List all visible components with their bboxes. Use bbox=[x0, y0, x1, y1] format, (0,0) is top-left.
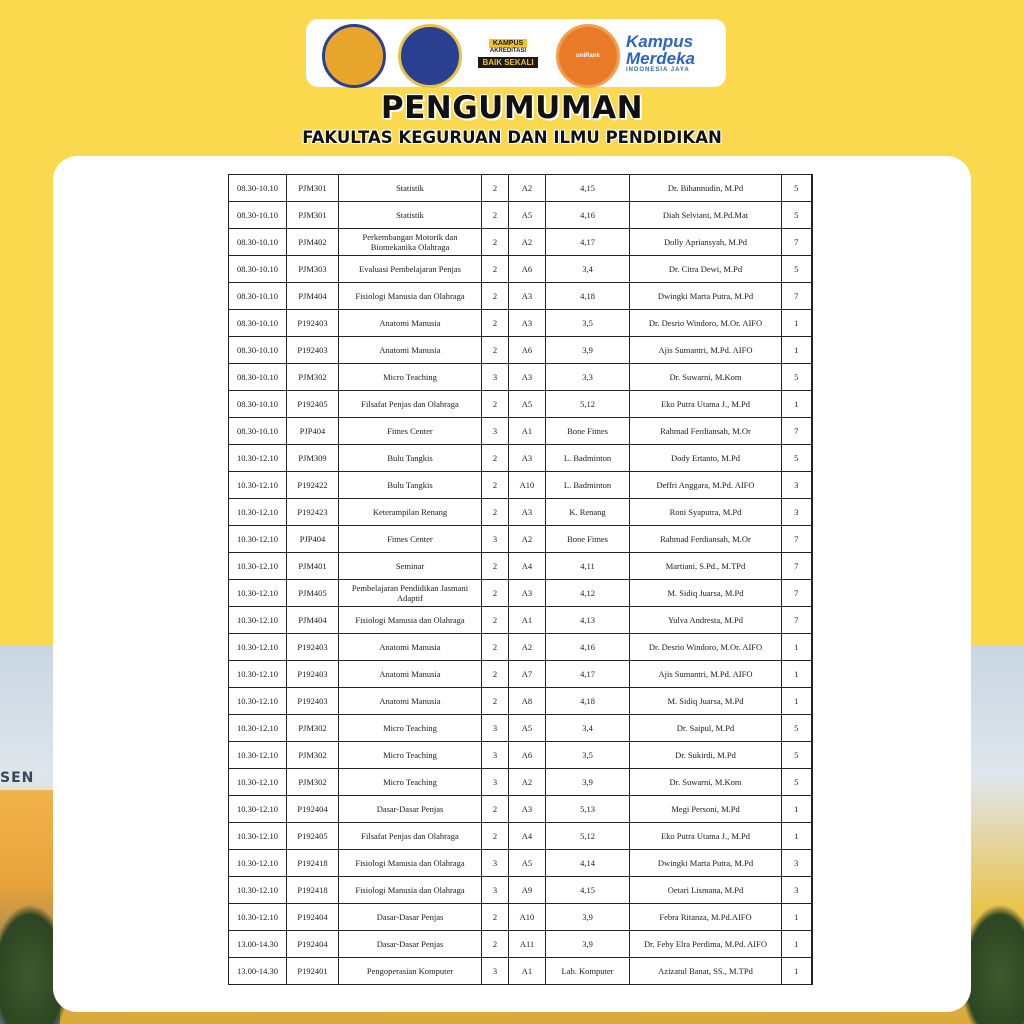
sks-cell: 2 bbox=[482, 283, 509, 310]
time-cell: 10.30-12.10 bbox=[229, 877, 287, 904]
schedule-row bbox=[229, 364, 812, 391]
schedule-row bbox=[229, 850, 812, 877]
class-cell: A5 bbox=[509, 202, 546, 229]
class-cell: A1 bbox=[509, 958, 546, 985]
course-code-cell: P192405 bbox=[287, 823, 339, 850]
logo-unirank-text: uniRank bbox=[576, 52, 600, 59]
sks-cell: 3 bbox=[482, 715, 509, 742]
lecturer-cell: Dolly Apriansyah, M.Pd bbox=[630, 229, 782, 256]
schedule-row bbox=[229, 229, 812, 256]
course-code-cell: PJM302 bbox=[287, 364, 339, 391]
semester-cell: 1 bbox=[782, 634, 812, 661]
course-name-cell: Fitnes Center bbox=[339, 526, 482, 553]
course-code-cell: P192401 bbox=[287, 958, 339, 985]
sks-cell: 2 bbox=[482, 580, 509, 607]
time-cell: 10.30-12.10 bbox=[229, 796, 287, 823]
sks-cell: 3 bbox=[482, 418, 509, 445]
course-name-cell: Micro Teaching bbox=[339, 364, 482, 391]
time-cell: 10.30-12.10 bbox=[229, 769, 287, 796]
schedule-table bbox=[228, 174, 813, 985]
sks-cell: 2 bbox=[482, 229, 509, 256]
class-cell: A2 bbox=[509, 229, 546, 256]
lecturer-cell: Diah Selviani, M.Pd.Mat bbox=[630, 202, 782, 229]
semester-cell: 1 bbox=[782, 391, 812, 418]
class-cell: A2 bbox=[509, 769, 546, 796]
schedule-row bbox=[229, 499, 812, 526]
time-cell: 10.30-12.10 bbox=[229, 499, 287, 526]
time-cell: 10.30-12.10 bbox=[229, 661, 287, 688]
course-code-cell: PJM404 bbox=[287, 283, 339, 310]
schedule-row bbox=[229, 175, 812, 202]
course-name-cell: Fisiologi Manusia dan Olahraga bbox=[339, 850, 482, 877]
course-code-cell: PJM405 bbox=[287, 580, 339, 607]
class-cell: A1 bbox=[509, 418, 546, 445]
time-cell: 08.30-10.10 bbox=[229, 310, 287, 337]
course-name-cell: Dasar-Dasar Penjas bbox=[339, 904, 482, 931]
page-title: PENGUMUMAN bbox=[380, 90, 644, 126]
room-cell: 4,17 bbox=[546, 661, 630, 688]
sks-cell: 2 bbox=[482, 499, 509, 526]
time-cell: 13.00-14.30 bbox=[229, 931, 287, 958]
schedule-row bbox=[229, 742, 812, 769]
time-cell: 08.30-10.10 bbox=[229, 256, 287, 283]
time-cell: 10.30-12.10 bbox=[229, 607, 287, 634]
course-code-cell: PJM302 bbox=[287, 715, 339, 742]
class-cell: A3 bbox=[509, 283, 546, 310]
course-name-cell: Fitnes Center bbox=[339, 418, 482, 445]
logo-akreditasi-line2: AKREDITASI bbox=[489, 47, 527, 54]
sks-cell: 3 bbox=[482, 850, 509, 877]
logo-bar bbox=[306, 19, 726, 87]
lecturer-cell: Dody Ertanto, M.Pd bbox=[630, 445, 782, 472]
logo-unirank bbox=[556, 24, 620, 88]
room-cell: 3,5 bbox=[546, 742, 630, 769]
schedule-row bbox=[229, 337, 812, 364]
schedule-row bbox=[229, 634, 812, 661]
room-cell: 3,9 bbox=[546, 904, 630, 931]
time-cell: 08.30-10.10 bbox=[229, 391, 287, 418]
time-cell: 10.30-12.10 bbox=[229, 850, 287, 877]
class-cell: A2 bbox=[509, 175, 546, 202]
class-cell: A3 bbox=[509, 580, 546, 607]
schedule-row bbox=[229, 283, 812, 310]
room-cell: 3,5 bbox=[546, 310, 630, 337]
course-code-cell: P192418 bbox=[287, 850, 339, 877]
schedule-row bbox=[229, 688, 812, 715]
sks-cell: 2 bbox=[482, 688, 509, 715]
semester-cell: 1 bbox=[782, 823, 812, 850]
sks-cell: 2 bbox=[482, 607, 509, 634]
class-cell: A3 bbox=[509, 796, 546, 823]
room-cell: Bone Fitnes bbox=[546, 418, 630, 445]
sks-cell: 2 bbox=[482, 931, 509, 958]
schedule-body bbox=[229, 175, 812, 985]
lecturer-cell: Dr. Bihannudin, M.Pd bbox=[630, 175, 782, 202]
class-cell: A3 bbox=[509, 364, 546, 391]
class-cell: A10 bbox=[509, 472, 546, 499]
room-cell: Bone Fitnes bbox=[546, 526, 630, 553]
schedule-row bbox=[229, 715, 812, 742]
course-code-cell: PJM303 bbox=[287, 256, 339, 283]
lecturer-cell: Roni Syaputra, M.Pd bbox=[630, 499, 782, 526]
course-code-cell: PJP404 bbox=[287, 418, 339, 445]
semester-cell: 3 bbox=[782, 499, 812, 526]
lecturer-cell: Yulva Andresta, M.Pd bbox=[630, 607, 782, 634]
logo-akreditasi-line3: BAIK SEKALI bbox=[478, 57, 537, 68]
schedule-row bbox=[229, 796, 812, 823]
class-cell: A11 bbox=[509, 931, 546, 958]
room-cell: 3,9 bbox=[546, 337, 630, 364]
time-cell: 10.30-12.10 bbox=[229, 715, 287, 742]
course-name-cell: Fisiologi Manusia dan Olahraga bbox=[339, 607, 482, 634]
course-name-cell: Statistik bbox=[339, 202, 482, 229]
semester-cell: 1 bbox=[782, 310, 812, 337]
room-cell: 4,13 bbox=[546, 607, 630, 634]
course-name-cell: Bulu Tangkis bbox=[339, 445, 482, 472]
sks-cell: 2 bbox=[482, 472, 509, 499]
semester-cell: 1 bbox=[782, 661, 812, 688]
schedule-row bbox=[229, 580, 812, 607]
sks-cell: 2 bbox=[482, 256, 509, 283]
semester-cell: 1 bbox=[782, 931, 812, 958]
course-code-cell: P192403 bbox=[287, 337, 339, 364]
sks-cell: 2 bbox=[482, 337, 509, 364]
semester-cell: 7 bbox=[782, 229, 812, 256]
lecturer-cell: Dr. Desrio Windoro, M.Or. AIFO bbox=[630, 634, 782, 661]
class-cell: A8 bbox=[509, 688, 546, 715]
course-name-cell: Micro Teaching bbox=[339, 769, 482, 796]
time-cell: 13.00-14.30 bbox=[229, 958, 287, 985]
lecturer-cell: M. Sidiq Juarsa, M.Pd bbox=[630, 688, 782, 715]
lecturer-cell: Dr. Suwarni, M.Kom bbox=[630, 769, 782, 796]
class-cell: A7 bbox=[509, 661, 546, 688]
logo-akreditasi-line1: KAMPUS bbox=[489, 39, 527, 48]
schedule-row bbox=[229, 553, 812, 580]
course-name-cell: Pengoperasian Komputer bbox=[339, 958, 482, 985]
room-cell: 4,15 bbox=[546, 877, 630, 904]
semester-cell: 7 bbox=[782, 418, 812, 445]
sks-cell: 3 bbox=[482, 769, 509, 796]
course-code-cell: P192422 bbox=[287, 472, 339, 499]
logo-kampus-merdeka bbox=[626, 24, 716, 82]
schedule-row bbox=[229, 904, 812, 931]
schedule-row bbox=[229, 445, 812, 472]
schedule-row bbox=[229, 202, 812, 229]
lecturer-cell: Martiani, S.Pd., M.TPd bbox=[630, 553, 782, 580]
class-cell: A5 bbox=[509, 715, 546, 742]
semester-cell: 7 bbox=[782, 580, 812, 607]
class-cell: A2 bbox=[509, 526, 546, 553]
schedule-row bbox=[229, 526, 812, 553]
course-code-cell: P192403 bbox=[287, 634, 339, 661]
class-cell: A3 bbox=[509, 499, 546, 526]
lecturer-cell: Dr. Sukirdi, M.Pd bbox=[630, 742, 782, 769]
semester-cell: 5 bbox=[782, 256, 812, 283]
semester-cell: 3 bbox=[782, 877, 812, 904]
logo-akreditasi bbox=[470, 26, 546, 80]
time-cell: 10.30-12.10 bbox=[229, 526, 287, 553]
sks-cell: 3 bbox=[482, 364, 509, 391]
class-cell: A2 bbox=[509, 634, 546, 661]
course-code-cell: P192423 bbox=[287, 499, 339, 526]
semester-cell: 1 bbox=[782, 688, 812, 715]
course-name-cell: Anatomi Manusia bbox=[339, 634, 482, 661]
time-cell: 10.30-12.10 bbox=[229, 580, 287, 607]
room-cell: 5,13 bbox=[546, 796, 630, 823]
course-code-cell: PJM309 bbox=[287, 445, 339, 472]
schedule-row bbox=[229, 958, 812, 985]
room-cell: 4,15 bbox=[546, 175, 630, 202]
semester-cell: 5 bbox=[782, 769, 812, 796]
lecturer-cell: Dr. Citra Dewi, M.Pd bbox=[630, 256, 782, 283]
time-cell: 08.30-10.10 bbox=[229, 283, 287, 310]
lecturer-cell: Dr. Feby Elra Perdima, M.Pd. AIFO bbox=[630, 931, 782, 958]
sks-cell: 2 bbox=[482, 796, 509, 823]
time-cell: 10.30-12.10 bbox=[229, 445, 287, 472]
time-cell: 08.30-10.10 bbox=[229, 202, 287, 229]
schedule-row bbox=[229, 823, 812, 850]
lecturer-cell: Rahmad Ferdiansah, M.Or bbox=[630, 418, 782, 445]
time-cell: 08.30-10.10 bbox=[229, 418, 287, 445]
schedule-row bbox=[229, 607, 812, 634]
course-code-cell: PJM402 bbox=[287, 229, 339, 256]
lecturer-cell: Ajis Sumantri, M.Pd. AIFO bbox=[630, 661, 782, 688]
class-cell: A4 bbox=[509, 553, 546, 580]
sks-cell: 2 bbox=[482, 202, 509, 229]
room-cell: K. Renang bbox=[546, 499, 630, 526]
schedule-row bbox=[229, 661, 812, 688]
room-cell: 4,18 bbox=[546, 688, 630, 715]
semester-cell: 7 bbox=[782, 553, 812, 580]
lecturer-cell: Eko Putra Utama J., M.Pd bbox=[630, 391, 782, 418]
room-cell: 4,17 bbox=[546, 229, 630, 256]
room-cell: L. Badminton bbox=[546, 472, 630, 499]
room-cell: 5,12 bbox=[546, 391, 630, 418]
schedule-row bbox=[229, 418, 812, 445]
semester-cell: 1 bbox=[782, 796, 812, 823]
lecturer-cell: Azizatul Banat, SS., M.TPd bbox=[630, 958, 782, 985]
course-name-cell: Pembelajaran Pendidikan Jasmani Adaptif bbox=[339, 580, 482, 607]
course-name-cell: Anatomi Manusia bbox=[339, 661, 482, 688]
sks-cell: 2 bbox=[482, 310, 509, 337]
course-code-cell: PJM404 bbox=[287, 607, 339, 634]
sks-cell: 2 bbox=[482, 445, 509, 472]
sks-cell: 2 bbox=[482, 823, 509, 850]
lecturer-cell: Dr. Desrio Windoro, M.Or. AIFO bbox=[630, 310, 782, 337]
sks-cell: 3 bbox=[482, 877, 509, 904]
time-cell: 08.30-10.10 bbox=[229, 229, 287, 256]
class-cell: A1 bbox=[509, 607, 546, 634]
lecturer-cell: Rahmad Ferdiansah, M.Or bbox=[630, 526, 782, 553]
sks-cell: 2 bbox=[482, 904, 509, 931]
course-code-cell: PJM301 bbox=[287, 202, 339, 229]
course-code-cell: PJM302 bbox=[287, 769, 339, 796]
class-cell: A5 bbox=[509, 850, 546, 877]
lecturer-cell: Deffri Anggara, M.Pd. AIFO bbox=[630, 472, 782, 499]
course-name-cell: Filsafat Penjas dan Olahraga bbox=[339, 391, 482, 418]
course-code-cell: PJM302 bbox=[287, 742, 339, 769]
class-cell: A6 bbox=[509, 742, 546, 769]
sks-cell: 2 bbox=[482, 634, 509, 661]
semester-cell: 5 bbox=[782, 202, 812, 229]
room-cell: 4,18 bbox=[546, 283, 630, 310]
room-cell: 3,9 bbox=[546, 931, 630, 958]
sks-cell: 3 bbox=[482, 742, 509, 769]
time-cell: 10.30-12.10 bbox=[229, 634, 287, 661]
semester-cell: 5 bbox=[782, 175, 812, 202]
course-code-cell: P192405 bbox=[287, 391, 339, 418]
course-name-cell: Dasar-Dasar Penjas bbox=[339, 796, 482, 823]
schedule-row bbox=[229, 391, 812, 418]
class-cell: A6 bbox=[509, 256, 546, 283]
course-name-cell: Fisiologi Manusia dan Olahraga bbox=[339, 283, 482, 310]
room-cell: L. Badminton bbox=[546, 445, 630, 472]
course-name-cell: Keterampilan Renang bbox=[339, 499, 482, 526]
lecturer-cell: Febra Ritanza, M.Pd.AIFO bbox=[630, 904, 782, 931]
course-name-cell: Seminar bbox=[339, 553, 482, 580]
room-cell: 3,4 bbox=[546, 715, 630, 742]
course-name-cell: Anatomi Manusia bbox=[339, 310, 482, 337]
lecturer-cell: Eko Putra Utama J., M.Pd bbox=[630, 823, 782, 850]
lecturer-cell: M. Sidiq Juarsa, M.Pd bbox=[630, 580, 782, 607]
lecturer-cell: Megi Personi, M.Pd bbox=[630, 796, 782, 823]
logo-kampus-merdeka-line1: Kampus bbox=[626, 31, 694, 51]
course-code-cell: P192403 bbox=[287, 310, 339, 337]
time-cell: 08.30-10.10 bbox=[229, 364, 287, 391]
course-code-cell: P192404 bbox=[287, 931, 339, 958]
semester-cell: 1 bbox=[782, 337, 812, 364]
course-name-cell: Evaluasi Pembelajaran Penjas bbox=[339, 256, 482, 283]
lecturer-cell: Dwingki Marta Putra, M.Pd bbox=[630, 283, 782, 310]
course-code-cell: P192404 bbox=[287, 904, 339, 931]
lecturer-cell: Dr. Suwarni, M.Kom bbox=[630, 364, 782, 391]
time-cell: 10.30-12.10 bbox=[229, 904, 287, 931]
time-cell: 10.30-12.10 bbox=[229, 553, 287, 580]
schedule-row bbox=[229, 931, 812, 958]
schedule-row bbox=[229, 256, 812, 283]
class-cell: A5 bbox=[509, 391, 546, 418]
semester-cell: 7 bbox=[782, 607, 812, 634]
time-cell: 08.30-10.10 bbox=[229, 175, 287, 202]
semester-cell: 5 bbox=[782, 364, 812, 391]
room-cell: 4,16 bbox=[546, 202, 630, 229]
class-cell: A10 bbox=[509, 904, 546, 931]
class-cell: A4 bbox=[509, 823, 546, 850]
sks-cell: 3 bbox=[482, 526, 509, 553]
course-name-cell: Anatomi Manusia bbox=[339, 688, 482, 715]
course-code-cell: PJP404 bbox=[287, 526, 339, 553]
course-name-cell: Anatomi Manusia bbox=[339, 337, 482, 364]
room-cell: 4,14 bbox=[546, 850, 630, 877]
course-code-cell: P192404 bbox=[287, 796, 339, 823]
schedule-row bbox=[229, 769, 812, 796]
course-name-cell: Micro Teaching bbox=[339, 742, 482, 769]
time-cell: 10.30-12.10 bbox=[229, 472, 287, 499]
lecturer-cell: Dwingki Marta Putra, M.Pd bbox=[630, 850, 782, 877]
room-cell: 3,9 bbox=[546, 769, 630, 796]
course-name-cell: Micro Teaching bbox=[339, 715, 482, 742]
course-code-cell: P192418 bbox=[287, 877, 339, 904]
schedule-row bbox=[229, 472, 812, 499]
sks-cell: 2 bbox=[482, 391, 509, 418]
semester-cell: 1 bbox=[782, 958, 812, 985]
time-cell: 10.30-12.10 bbox=[229, 823, 287, 850]
course-name-cell: Bulu Tangkis bbox=[339, 472, 482, 499]
lecturer-cell: Dr. Saipul, M.Pd bbox=[630, 715, 782, 742]
logo-kampus-merdeka-line3: INDONESIA JAYA bbox=[626, 66, 690, 73]
room-cell: 5,12 bbox=[546, 823, 630, 850]
semester-cell: 3 bbox=[782, 850, 812, 877]
sks-cell: 2 bbox=[482, 553, 509, 580]
time-cell: 10.30-12.10 bbox=[229, 688, 287, 715]
sks-cell: 2 bbox=[482, 175, 509, 202]
semester-cell: 7 bbox=[782, 283, 812, 310]
room-cell: 4,12 bbox=[546, 580, 630, 607]
course-code-cell: PJM301 bbox=[287, 175, 339, 202]
course-name-cell: Fisiologi Manusia dan Olahraga bbox=[339, 877, 482, 904]
course-name-cell: Filsafat Penjas dan Olahraga bbox=[339, 823, 482, 850]
room-cell: Lab. Komputer bbox=[546, 958, 630, 985]
lecturer-cell: Oetari Lismana, M.Pd bbox=[630, 877, 782, 904]
semester-cell: 3 bbox=[782, 472, 812, 499]
schedule-row bbox=[229, 877, 812, 904]
semester-cell: 5 bbox=[782, 715, 812, 742]
class-cell: A6 bbox=[509, 337, 546, 364]
course-code-cell: P192403 bbox=[287, 688, 339, 715]
course-name-cell: Perkembangan Motorik dan Biomekanika Olahraga bbox=[339, 229, 482, 256]
room-cell: 4,11 bbox=[546, 553, 630, 580]
logo-fakultas bbox=[398, 24, 462, 88]
logo-university-seal bbox=[322, 24, 386, 88]
time-cell: 08.30-10.10 bbox=[229, 337, 287, 364]
time-cell: 10.30-12.10 bbox=[229, 742, 287, 769]
sks-cell: 2 bbox=[482, 661, 509, 688]
semester-cell: 7 bbox=[782, 526, 812, 553]
course-code-cell: PJM401 bbox=[287, 553, 339, 580]
semester-cell: 5 bbox=[782, 742, 812, 769]
class-cell: A3 bbox=[509, 310, 546, 337]
room-cell: 4,16 bbox=[546, 634, 630, 661]
course-code-cell: P192403 bbox=[287, 661, 339, 688]
schedule-row bbox=[229, 310, 812, 337]
page-subtitle: FAKULTAS KEGURUAN DAN ILMU PENDIDIKAN bbox=[302, 128, 722, 147]
room-cell: 3,4 bbox=[546, 256, 630, 283]
semester-cell: 1 bbox=[782, 904, 812, 931]
course-name-cell: Dasar-Dasar Penjas bbox=[339, 931, 482, 958]
lecturer-cell: Ajis Sumantri, M.Pd. AIFO bbox=[630, 337, 782, 364]
class-cell: A9 bbox=[509, 877, 546, 904]
background-building-sign: SEN bbox=[0, 770, 35, 786]
sks-cell: 3 bbox=[482, 958, 509, 985]
course-name-cell: Statistik bbox=[339, 175, 482, 202]
room-cell: 3,3 bbox=[546, 364, 630, 391]
class-cell: A3 bbox=[509, 445, 546, 472]
logo-kampus-merdeka-line2: Merdeka bbox=[626, 48, 695, 68]
semester-cell: 5 bbox=[782, 445, 812, 472]
